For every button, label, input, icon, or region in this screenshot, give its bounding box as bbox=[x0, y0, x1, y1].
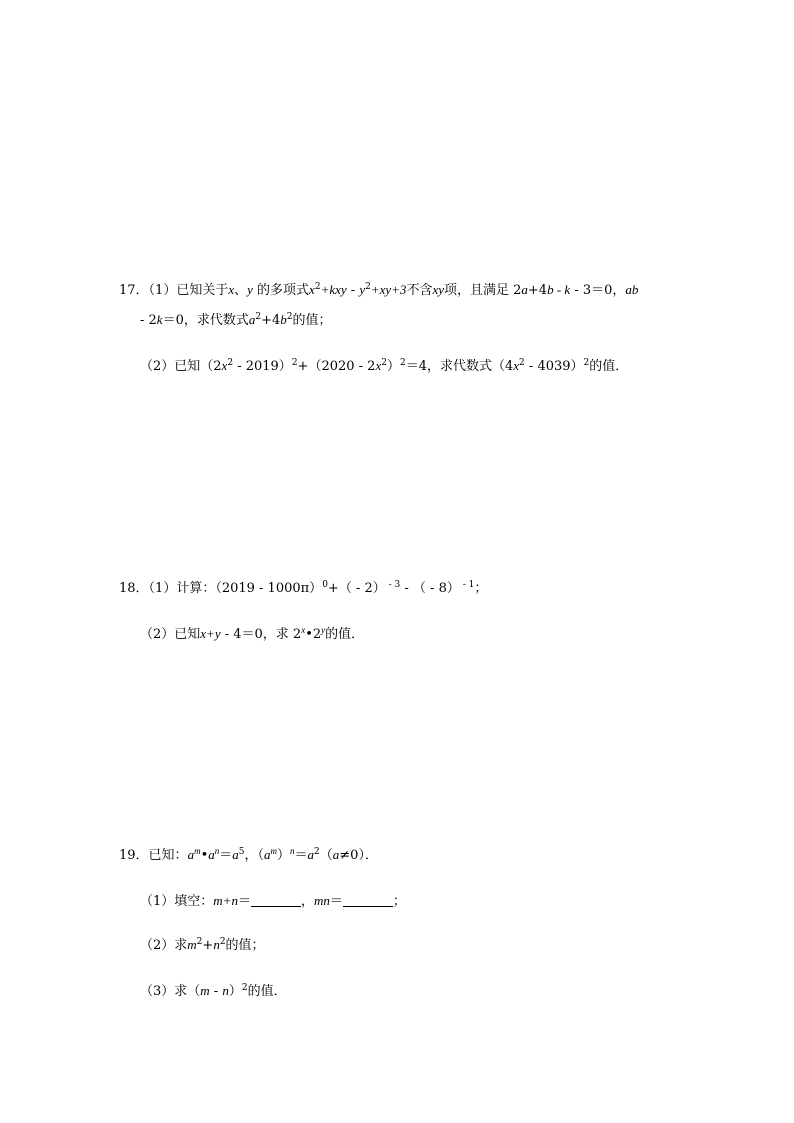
exponent: y bbox=[321, 625, 326, 635]
var-a: a bbox=[232, 847, 239, 862]
text: - 2019） bbox=[233, 359, 292, 374]
exponent: 2 bbox=[314, 282, 321, 292]
exponent: - 1 bbox=[459, 580, 475, 590]
text: （2）已知 bbox=[140, 627, 201, 642]
term-mn: mn bbox=[313, 893, 330, 908]
text: ≠0）． bbox=[339, 848, 378, 863]
q18-part-2 bbox=[140, 625, 364, 644]
var-a: a bbox=[248, 312, 256, 327]
exponent: 5 bbox=[238, 847, 245, 857]
var-x: x bbox=[513, 358, 520, 373]
q17-p1-text: （1）已知关于 bbox=[148, 283, 229, 298]
exponent: - 3 bbox=[385, 580, 401, 590]
exponent: 2 bbox=[219, 937, 226, 947]
var-a: a bbox=[332, 847, 340, 862]
var-x: x bbox=[221, 358, 228, 373]
text: - （ - 8） bbox=[400, 581, 460, 596]
q19-number: 19． bbox=[119, 848, 149, 863]
text: • bbox=[200, 848, 209, 863]
text: +4 bbox=[261, 313, 281, 328]
var-b: b bbox=[280, 312, 287, 327]
term-xy3: +xy+3 bbox=[370, 282, 407, 297]
text: - 2 bbox=[140, 313, 157, 328]
exponent: 2 bbox=[227, 358, 234, 368]
text: •2 bbox=[305, 627, 322, 642]
exponent: m bbox=[270, 846, 277, 856]
text: - 4＝0，求 2 bbox=[220, 627, 302, 642]
text: +（ - 2） bbox=[327, 581, 386, 596]
answer-blank-1[interactable] bbox=[251, 894, 301, 907]
term-m-plus-n: m+n bbox=[213, 893, 238, 908]
minus: - bbox=[346, 283, 360, 298]
text: ＝4，求代数式（4 bbox=[405, 359, 514, 374]
var-a: a bbox=[264, 847, 271, 862]
text: ＝ bbox=[294, 848, 308, 863]
exponent: 2 bbox=[365, 282, 371, 292]
text: ， bbox=[300, 894, 314, 909]
var-y: y bbox=[359, 282, 366, 297]
text: 不含 bbox=[406, 283, 433, 298]
text: + bbox=[202, 938, 214, 953]
term-ab: ab bbox=[625, 282, 639, 297]
exponent: x bbox=[301, 625, 306, 635]
text: ） bbox=[277, 848, 291, 863]
var-a: a bbox=[208, 847, 215, 862]
var-m: m bbox=[200, 983, 210, 998]
var-x: x bbox=[375, 358, 382, 373]
text: ＝ bbox=[237, 894, 251, 909]
exponent: 2 bbox=[583, 358, 590, 368]
term-kxy: +kxy bbox=[320, 282, 347, 297]
var-b: b bbox=[547, 282, 554, 297]
text: （2）已知（2 bbox=[140, 359, 222, 374]
var-m: m bbox=[187, 937, 197, 952]
exponent: 2 bbox=[314, 847, 320, 857]
exponent: 2 bbox=[241, 983, 248, 993]
var-x: x bbox=[309, 282, 315, 297]
exponent: 0 bbox=[322, 580, 328, 590]
exponent: 2 bbox=[291, 358, 298, 368]
term-x-plus-y: x+y bbox=[200, 626, 221, 641]
var-a: a bbox=[521, 282, 528, 297]
text: ； bbox=[392, 894, 406, 909]
text: - 4039） bbox=[524, 359, 584, 374]
q17-line-2 bbox=[140, 311, 332, 330]
text: ） bbox=[228, 984, 242, 999]
exponent: 2 bbox=[255, 312, 262, 322]
text: ，（ bbox=[244, 848, 264, 863]
exponent: n bbox=[214, 846, 220, 856]
exponent: 2 bbox=[381, 358, 387, 368]
text: （1）计算：（2019 - 1000π） bbox=[148, 581, 323, 596]
text: （1）填空： bbox=[140, 894, 214, 909]
term-xy: xy bbox=[432, 282, 444, 297]
text: 的值． bbox=[589, 359, 629, 374]
q19-part-3 bbox=[140, 982, 287, 1001]
exponent: n bbox=[290, 846, 295, 856]
var-n: n bbox=[213, 937, 220, 952]
text: 项，且满足 2 bbox=[444, 283, 522, 298]
text: +（2020 - 2 bbox=[297, 359, 376, 374]
exponent: m bbox=[194, 846, 201, 856]
text: 的值； bbox=[292, 313, 332, 328]
text: - bbox=[209, 984, 223, 999]
text: 的值． bbox=[325, 627, 365, 642]
text: +4 bbox=[527, 283, 548, 298]
text: ＝ bbox=[219, 848, 233, 863]
var-y: y bbox=[247, 282, 253, 297]
term-k: - k bbox=[553, 282, 571, 297]
text: ＝0，求代数式 bbox=[162, 313, 249, 328]
exponent: 2 bbox=[399, 358, 406, 368]
var-k: k bbox=[156, 312, 163, 327]
exponent: 2 bbox=[196, 937, 203, 947]
text: ； bbox=[474, 581, 488, 596]
var-a: a bbox=[187, 847, 195, 862]
q18-number: 18． bbox=[119, 581, 149, 596]
q17-part-2 bbox=[140, 357, 628, 376]
text: 的值； bbox=[225, 938, 265, 953]
var-a: a bbox=[307, 847, 315, 862]
answer-blank-2[interactable] bbox=[343, 894, 393, 907]
text: 的多项式 bbox=[252, 283, 310, 298]
text: 已知： bbox=[148, 848, 188, 863]
var-x: x bbox=[228, 282, 235, 297]
var-n: n bbox=[222, 983, 229, 998]
text: ） bbox=[386, 359, 400, 374]
q19-part-2 bbox=[140, 936, 265, 955]
text: - 3＝0， bbox=[570, 283, 626, 298]
text: （ bbox=[319, 848, 333, 863]
exponent: 2 bbox=[519, 358, 525, 368]
q19-stem bbox=[119, 846, 378, 865]
text: 的值． bbox=[247, 984, 287, 999]
text: （2）求 bbox=[140, 938, 188, 953]
text: （3）求（ bbox=[140, 984, 201, 999]
q18-line-1 bbox=[119, 580, 487, 598]
text: ＝ bbox=[329, 894, 343, 909]
exponent: 2 bbox=[286, 312, 293, 322]
q19-part-1 bbox=[140, 892, 406, 911]
q17-number: 17． bbox=[119, 283, 149, 298]
sep: 、 bbox=[234, 283, 248, 298]
q17-line-1 bbox=[119, 281, 638, 300]
